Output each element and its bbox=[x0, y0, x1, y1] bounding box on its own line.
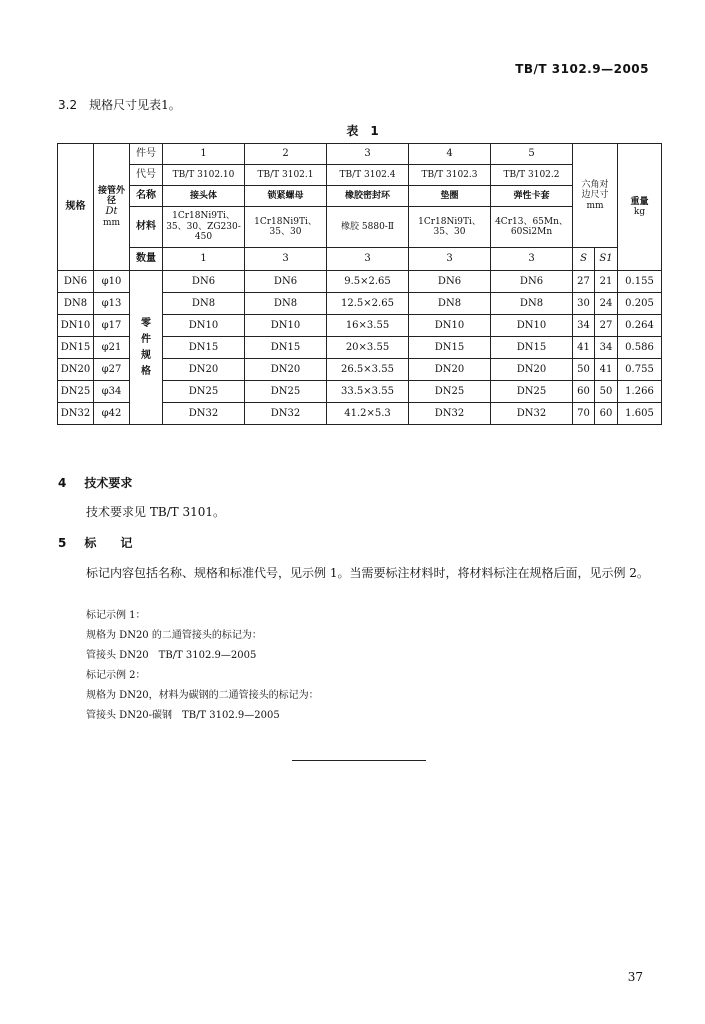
part-name-cell: 弹性卡套 bbox=[491, 186, 573, 207]
part-num-cell: 5 bbox=[491, 144, 573, 165]
weight-cell: 0.205 bbox=[618, 293, 662, 315]
part-material-cell: 1Cr18Ni9Ti、35、30、ZG230-450 bbox=[163, 207, 245, 248]
p3-cell: 20×3.55 bbox=[327, 337, 409, 359]
p3-cell: 41.2×5.3 bbox=[327, 403, 409, 425]
weight-header-label: 重量 bbox=[630, 196, 649, 207]
p2-cell: DN25 bbox=[245, 381, 327, 403]
s1-cell: 41 bbox=[595, 359, 618, 381]
table-row bbox=[58, 271, 662, 293]
part-num-cell: 1 bbox=[163, 144, 245, 165]
table-caption: 表 1 bbox=[346, 124, 379, 138]
p1-cell: DN10 bbox=[163, 315, 245, 337]
part-material-cell: 1Cr18Ni9Ti、35、30 bbox=[409, 207, 491, 248]
size-header: 规格 bbox=[58, 144, 94, 271]
od-header-unit: mm bbox=[102, 217, 121, 228]
section-4-number: 4 bbox=[58, 476, 67, 490]
part-num-cell: 3 bbox=[327, 144, 409, 165]
p5-cell: DN15 bbox=[491, 337, 573, 359]
part-qty-cell: 3 bbox=[245, 248, 327, 271]
section-3-2-number: 3.2 bbox=[58, 98, 78, 112]
weight-cell: 0.755 bbox=[618, 359, 662, 381]
p2-cell: DN20 bbox=[245, 359, 327, 381]
p3-cell: 9.5×2.65 bbox=[327, 271, 409, 293]
s-cell: 30 bbox=[573, 293, 595, 315]
standard-code-header: TB/T 3102.9—2005 bbox=[515, 62, 649, 76]
p2-cell: DN32 bbox=[245, 403, 327, 425]
p5-cell: DN6 bbox=[491, 271, 573, 293]
s1-cell: 34 bbox=[595, 337, 618, 359]
od-cell: φ13 bbox=[94, 293, 130, 315]
s1-cell: 24 bbox=[595, 293, 618, 315]
table-row-part-number bbox=[58, 144, 662, 165]
od-header-label: 接管外径 bbox=[97, 185, 125, 207]
p3-cell: 16×3.55 bbox=[327, 315, 409, 337]
table-row-code bbox=[58, 165, 662, 186]
p2-cell: DN10 bbox=[245, 315, 327, 337]
table-row-quantity bbox=[58, 248, 662, 271]
size-cell: DN10 bbox=[58, 315, 94, 337]
part-spec-label-text: 零件规格 bbox=[141, 317, 151, 377]
s-cell: 50 bbox=[573, 359, 595, 381]
part-qty-cell: 1 bbox=[163, 248, 245, 271]
od-cell: φ17 bbox=[94, 315, 130, 337]
s-cell: 60 bbox=[573, 381, 595, 403]
example-2-description: 规格为 DN20，材料为碳钢的二通管接头的标记为： bbox=[86, 690, 319, 701]
p4-cell: DN10 bbox=[409, 315, 491, 337]
weight-header bbox=[618, 144, 662, 271]
part-num-cell: 4 bbox=[409, 144, 491, 165]
part-material-cell: 1Cr18Ni9Ti、35、30 bbox=[245, 207, 327, 248]
s1-cell: 50 bbox=[595, 381, 618, 403]
p4-cell: DN20 bbox=[409, 359, 491, 381]
p1-cell: DN32 bbox=[163, 403, 245, 425]
part-code-cell: TB/T 3102.2 bbox=[491, 165, 573, 186]
spec-table bbox=[57, 143, 662, 425]
s-cell: 34 bbox=[573, 315, 595, 337]
weight-cell: 1.605 bbox=[618, 403, 662, 425]
od-cell: φ10 bbox=[94, 271, 130, 293]
row-label-material: 材料 bbox=[130, 207, 163, 248]
s1-header: S1 bbox=[595, 248, 618, 271]
part-code-cell: TB/T 3102.3 bbox=[409, 165, 491, 186]
p4-cell: DN6 bbox=[409, 271, 491, 293]
section-5-number: 5 bbox=[58, 536, 67, 550]
s-cell: 41 bbox=[573, 337, 595, 359]
row-label-part-number: 件号 bbox=[130, 144, 163, 165]
p5-cell: DN10 bbox=[491, 315, 573, 337]
part-qty-cell: 3 bbox=[491, 248, 573, 271]
part-spec-label bbox=[130, 271, 163, 425]
part-num-cell: 2 bbox=[245, 144, 327, 165]
example-1-title: 标记示例 1： bbox=[86, 610, 146, 621]
weight-cell: 1.266 bbox=[618, 381, 662, 403]
p5-cell: DN25 bbox=[491, 381, 573, 403]
example-1-mark: 管接头 DN20 TB/T 3102.9—2005 bbox=[86, 650, 257, 661]
od-cell: φ42 bbox=[94, 403, 130, 425]
row-label-name: 名称 bbox=[130, 186, 163, 207]
example-2-title: 标记示例 2： bbox=[86, 670, 146, 681]
weight-cell: 0.155 bbox=[618, 271, 662, 293]
size-cell: DN20 bbox=[58, 359, 94, 381]
weight-header-unit: kg bbox=[633, 207, 646, 217]
p1-cell: DN20 bbox=[163, 359, 245, 381]
p4-cell: DN15 bbox=[409, 337, 491, 359]
p4-cell: DN8 bbox=[409, 293, 491, 315]
p3-cell: 26.5×3.55 bbox=[327, 359, 409, 381]
section-3-2 bbox=[58, 96, 181, 113]
page-number: 37 bbox=[627, 970, 643, 984]
part-material-cell: 4Cr13、65Mn、60Si2Mn bbox=[491, 207, 573, 248]
od-cell: φ34 bbox=[94, 381, 130, 403]
s1-cell: 21 bbox=[595, 271, 618, 293]
p1-cell: DN8 bbox=[163, 293, 245, 315]
section-3-2-text: 规格尺寸见表1。 bbox=[89, 98, 181, 112]
od-cell: φ27 bbox=[94, 359, 130, 381]
table-row-material bbox=[58, 207, 662, 248]
s1-cell: 27 bbox=[595, 315, 618, 337]
row-label-quantity: 数量 bbox=[130, 248, 163, 271]
part-name-cell: 锁紧螺母 bbox=[245, 186, 327, 207]
size-cell: DN32 bbox=[58, 403, 94, 425]
p5-cell: DN32 bbox=[491, 403, 573, 425]
p2-cell: DN15 bbox=[245, 337, 327, 359]
p3-cell: 12.5×2.65 bbox=[327, 293, 409, 315]
hex-header bbox=[573, 144, 618, 248]
p4-cell: DN25 bbox=[409, 381, 491, 403]
size-cell: DN25 bbox=[58, 381, 94, 403]
row-label-code: 代号 bbox=[130, 165, 163, 186]
weight-cell: 0.264 bbox=[618, 315, 662, 337]
end-rule bbox=[292, 760, 426, 761]
od-header bbox=[94, 144, 130, 271]
p1-cell: DN6 bbox=[163, 271, 245, 293]
s-cell: 27 bbox=[573, 271, 595, 293]
part-qty-cell: 3 bbox=[327, 248, 409, 271]
s1-cell: 60 bbox=[595, 403, 618, 425]
p2-cell: DN6 bbox=[245, 271, 327, 293]
section-5-heading bbox=[58, 534, 132, 551]
part-code-cell: TB/T 3102.4 bbox=[327, 165, 409, 186]
od-header-symbol: Dt bbox=[105, 206, 118, 218]
part-name-cell: 垫圈 bbox=[409, 186, 491, 207]
p1-cell: DN15 bbox=[163, 337, 245, 359]
table-row-name bbox=[58, 186, 662, 207]
example-2-mark: 管接头 DN20-碳钢 TB/T 3102.9—2005 bbox=[86, 710, 280, 721]
section-4-text: 技术要求见 TB/T 3101。 bbox=[86, 505, 226, 519]
part-name-cell: 橡胶密封环 bbox=[327, 186, 409, 207]
p3-cell: 33.5×3.55 bbox=[327, 381, 409, 403]
example-1-description: 规格为 DN20 的二通管接头的标记为： bbox=[86, 630, 262, 641]
p1-cell: DN25 bbox=[163, 381, 245, 403]
p4-cell: DN32 bbox=[409, 403, 491, 425]
od-cell: φ21 bbox=[94, 337, 130, 359]
p2-cell: DN8 bbox=[245, 293, 327, 315]
section-5-title: 标 记 bbox=[84, 536, 133, 550]
size-cell: DN6 bbox=[58, 271, 94, 293]
part-name-cell: 接头体 bbox=[163, 186, 245, 207]
section-5-text: 标记内容包括名称、规格和标准代号，见示例 1。当需要标注材料时，将材料标注在规格后面，见示例 2。 bbox=[86, 566, 649, 580]
section-4-title: 技术要求 bbox=[84, 476, 133, 490]
p5-cell: DN8 bbox=[491, 293, 573, 315]
part-material-cell: 橡胶 5880-Ⅱ bbox=[327, 207, 409, 248]
part-qty-cell: 3 bbox=[409, 248, 491, 271]
part-code-cell: TB/T 3102.1 bbox=[245, 165, 327, 186]
hex-header-label: 六角对边尺寸 bbox=[581, 179, 609, 201]
p5-cell: DN20 bbox=[491, 359, 573, 381]
weight-cell: 0.586 bbox=[618, 337, 662, 359]
size-cell: DN15 bbox=[58, 337, 94, 359]
part-code-cell: TB/T 3102.10 bbox=[163, 165, 245, 186]
section-4-heading bbox=[58, 474, 132, 491]
hex-header-unit: mm bbox=[586, 200, 604, 211]
s-header: S bbox=[573, 248, 595, 271]
size-cell: DN8 bbox=[58, 293, 94, 315]
s-cell: 70 bbox=[573, 403, 595, 425]
